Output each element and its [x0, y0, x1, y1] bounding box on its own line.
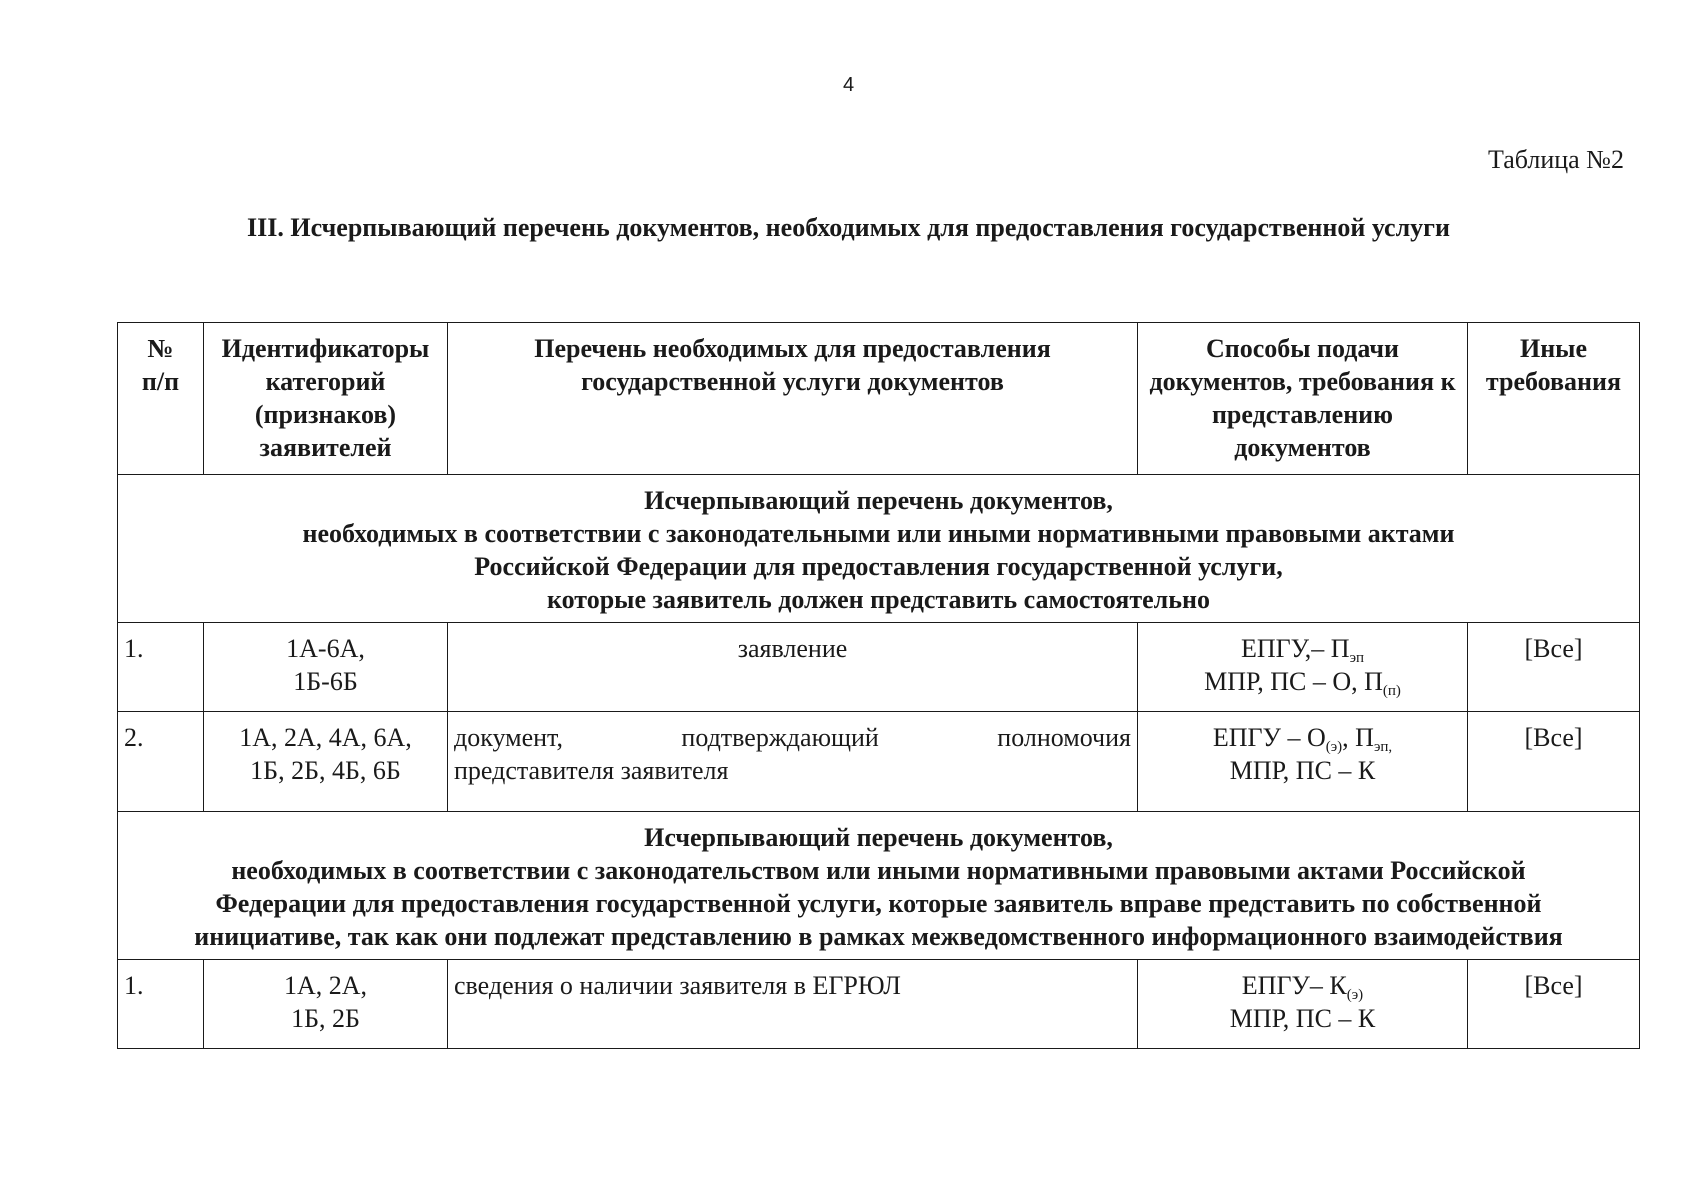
document-heading: III. Исчерпывающий перечень документов, необходимых для предоставления государственной услуги	[247, 213, 1450, 242]
row-other-requirements: [Все]	[1468, 712, 1640, 812]
documents-table	[117, 322, 1640, 1049]
section-line: Исчерпывающий перечень документов,	[644, 823, 1113, 852]
section-line: инициативе, так как они подлежат представлению в рамках межведомственного информационного взаимодействия	[194, 922, 1563, 951]
row-document: сведения о наличии заявителя в ЕГРЮЛ	[448, 960, 1138, 1049]
row-identifiers	[204, 623, 448, 712]
row-other-requirements: [Все]	[1468, 623, 1640, 712]
header-number-line1: №	[147, 334, 174, 363]
header-number-line2: п/п	[141, 367, 180, 396]
method-text: МПР, ПС – О, П	[1204, 667, 1383, 696]
header-other-requirements: Иные требования	[1468, 323, 1640, 475]
method-text: ЕПГУ – О	[1212, 723, 1326, 752]
method-subscript: (э)	[1325, 739, 1343, 755]
row-document: заявление	[448, 623, 1138, 712]
method-subscript: (п)	[1382, 683, 1401, 699]
section-row	[118, 812, 1640, 960]
table-header-row	[118, 323, 1640, 475]
section-line: необходимых в соответствии с законодательством или иными нормативными правовыми актами Российской	[231, 856, 1526, 885]
method-text: , П	[1342, 723, 1374, 752]
section-line: необходимых в соответствии с законодательными или иными нормативными правовыми актами	[302, 519, 1455, 548]
section-heading-optional	[118, 812, 1640, 960]
page-number: 4	[842, 74, 855, 96]
identifier-line: 1Б-6Б	[293, 667, 358, 696]
table-label: Таблица №2	[1487, 145, 1624, 174]
header-documents: Перечень необходимых для предоставления государственной услуги документов	[448, 323, 1138, 475]
identifier-line: 1А, 2А,	[283, 971, 368, 1000]
section-line: Федерации для предоставления государственной услуги, которые заявитель вправе представить по собственной	[215, 889, 1542, 918]
row-document	[448, 712, 1138, 812]
row-number: 1.	[118, 960, 204, 1049]
method-text: ЕПГУ,– П	[1240, 634, 1350, 663]
document-line: представителя заявителя	[454, 756, 729, 785]
row-submission-methods	[1138, 712, 1468, 812]
identifier-line: 1Б, 2Б, 4Б, 6Б	[250, 756, 401, 785]
table-row	[118, 712, 1640, 812]
identifier-line: 1Б, 2Б	[291, 1004, 360, 1033]
document-line: документ, подтверждающий полномочия	[454, 723, 1131, 752]
header-identifiers: Идентификаторы категорий (признаков) заявителей	[204, 323, 448, 475]
method-text: МПР, ПС – К	[1229, 756, 1376, 785]
row-submission-methods	[1138, 623, 1468, 712]
row-number: 1.	[118, 623, 204, 712]
method-text: ЕПГУ– К	[1241, 971, 1347, 1000]
row-other-requirements: [Все]	[1468, 960, 1640, 1049]
row-identifiers	[204, 712, 448, 812]
section-line: Исчерпывающий перечень документов,	[644, 486, 1113, 515]
section-line: Российской Федерации для предоставления государственной услуги,	[474, 552, 1283, 581]
row-submission-methods	[1138, 960, 1468, 1049]
section-heading-mandatory	[118, 475, 1640, 623]
table-row	[118, 960, 1640, 1049]
header-number	[118, 323, 204, 475]
identifier-line: 1А, 2А, 4А, 6А,	[239, 723, 412, 752]
method-subscript: эп,	[1373, 739, 1393, 755]
table-row	[118, 623, 1640, 712]
header-submission-methods: Способы подачи документов, требования к представлению документов	[1138, 323, 1468, 475]
row-identifiers	[204, 960, 448, 1049]
section-row	[118, 475, 1640, 623]
section-line: которые заявитель должен представить самостоятельно	[547, 585, 1210, 614]
method-subscript: (э)	[1346, 987, 1364, 1003]
identifier-line: 1А-6А,	[286, 634, 365, 663]
row-number: 2.	[118, 712, 204, 812]
method-text: МПР, ПС – К	[1229, 1004, 1376, 1033]
method-subscript: эп	[1349, 650, 1365, 666]
